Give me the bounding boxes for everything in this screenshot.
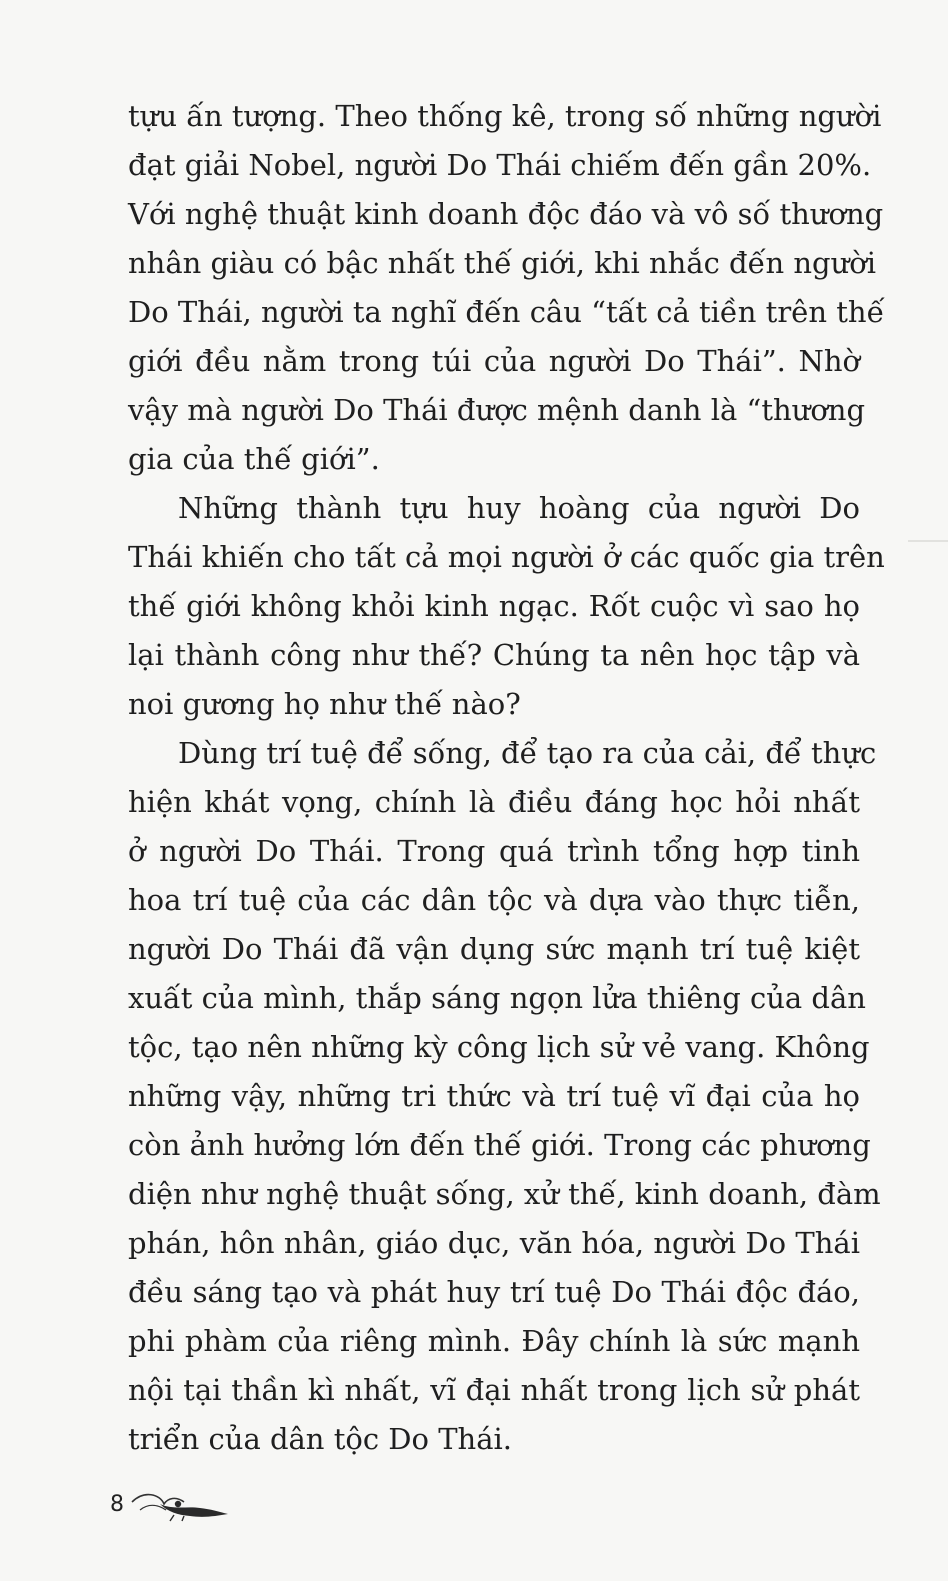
text-line: ở người Do Thái. Trong quá trình tổng hợp tinh [128, 834, 860, 868]
text-line: hoa trí tuệ của các dân tộc và dựa vào thực tiễn, [128, 883, 860, 917]
text-line: nhân giàu có bậc nhất thế giới, khi nhắc đến người [128, 246, 876, 280]
page-footer [110, 1488, 230, 1528]
text-line: người Do Thái đã vận dụng sức mạnh trí tuệ kiệt [128, 932, 860, 966]
text-line: Dùng trí tuệ để sống, để tạo ra của cải, để thực [178, 736, 877, 770]
text-line: Do Thái, người ta nghĩ đến câu “tất cả tiền trên thế [128, 295, 885, 329]
text-line: diện như nghệ thuật sống, xử thế, kinh doanh, đàm [128, 1177, 881, 1211]
text-line: phi phàm của riêng mình. Đây chính là sức mạnh [128, 1324, 860, 1358]
text-line: còn ảnh hưởng lớn đến thế giới. Trong các phương [128, 1128, 871, 1162]
text-line: triển của dân tộc Do Thái. [128, 1422, 513, 1456]
text-line: Những thành tựu huy hoàng của người Do [178, 491, 860, 525]
text-line: đều sáng tạo và phát huy trí tuệ Do Thái độc đáo, [128, 1275, 860, 1309]
page-number: 8 [110, 1492, 124, 1517]
text-line: đạt giải Nobel, người Do Thái chiếm đến gần 20%. [128, 148, 872, 182]
text-line: giới đều nằm trong túi của người Do Thái”. Nhờ [128, 344, 860, 378]
text-line: Thái khiến cho tất cả mọi người ở các quốc gia trên [128, 540, 885, 574]
bird-ornament-icon [130, 1488, 230, 1522]
text-line: những vậy, những tri thức và trí tuệ vĩ đại của họ [128, 1079, 860, 1113]
scan-edge-mark [908, 540, 948, 542]
text-line: gia của thế giới”. [128, 442, 380, 476]
text-line: tộc, tạo nên những kỳ công lịch sử vẻ vang. Không [128, 1030, 870, 1064]
text-line: vậy mà người Do Thái được mệnh danh là “thương [128, 393, 866, 427]
text-line: hiện khát vọng, chính là điều đáng học hỏi nhất [128, 785, 860, 819]
text-line: nội tại thần kì nhất, vĩ đại nhất trong lịch sử phát [128, 1373, 860, 1407]
text-line: lại thành công như thế? Chúng ta nên học tập và [128, 638, 860, 672]
text-line: phán, hôn nhân, giáo dục, văn hóa, người Do Thái [128, 1226, 860, 1260]
body-text [128, 92, 885, 1464]
text-line: noi gương họ như thế nào? [128, 687, 521, 721]
text-line: Với nghệ thuật kinh doanh độc đáo và vô số thương [128, 197, 884, 231]
text-line: tựu ấn tượng. Theo thống kê, trong số những người [128, 99, 882, 133]
text-line: xuất của mình, thắp sáng ngọn lửa thiêng của dân [128, 981, 866, 1015]
text-line: thế giới không khỏi kinh ngạc. Rốt cuộc vì sao họ [128, 589, 860, 623]
